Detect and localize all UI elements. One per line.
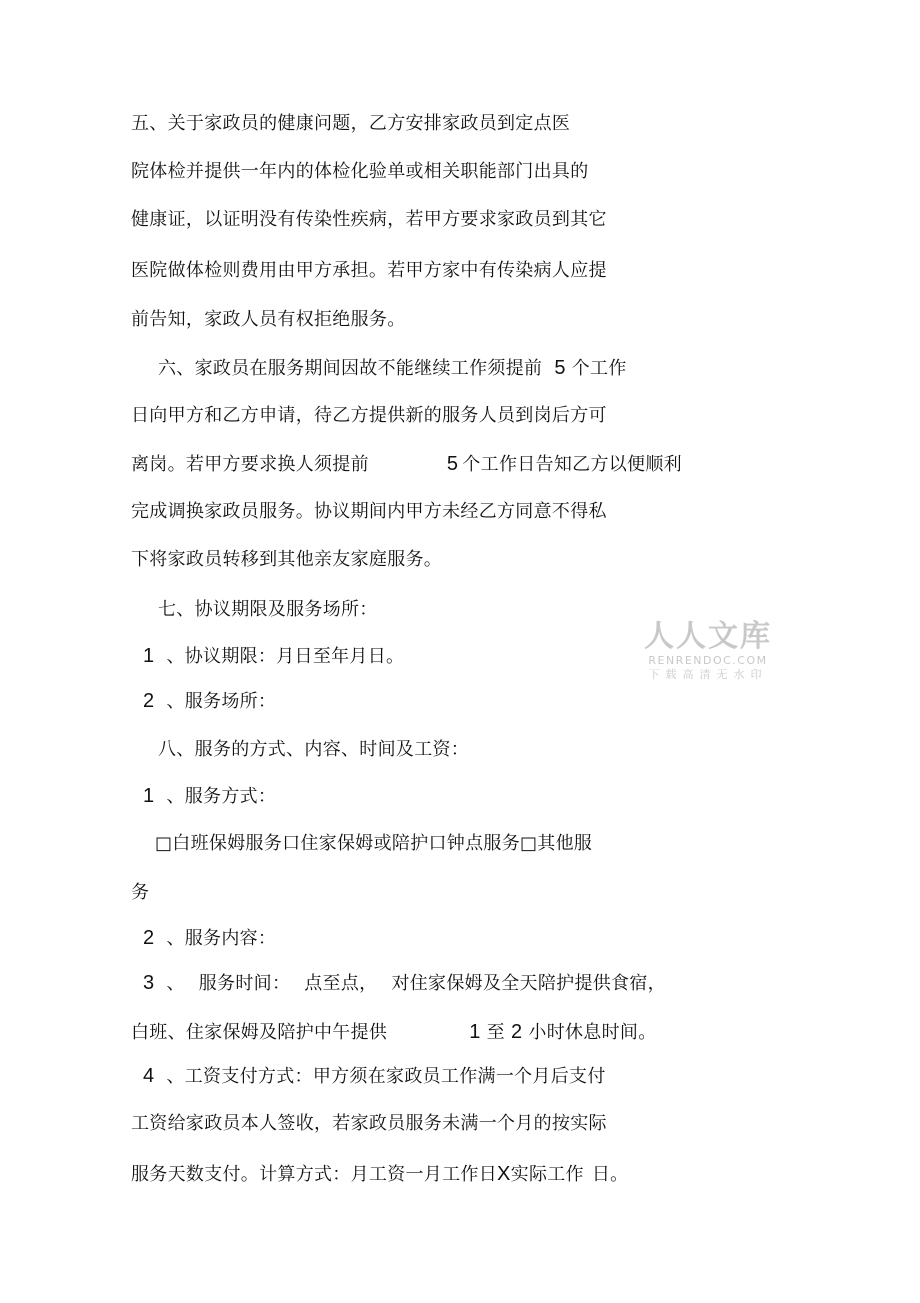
text-segment: 、服务内容： <box>166 928 277 949</box>
number-value: 2 <box>510 1021 523 1043</box>
rest-time-line <box>131 1020 657 1045</box>
section-8-item-3 <box>143 971 666 996</box>
section-8-item-2 <box>143 926 276 951</box>
text-segment: 个工作 <box>571 358 627 379</box>
text-segment: 白班、住家保姆及陪护中午提供 <box>131 1022 388 1043</box>
paragraph-6-line-2: 日向甲方和乙方申请，待乙方提供新的服务人员到岗后方可 <box>131 405 607 426</box>
paragraph-5-line-1: 五、关于家政员的健康问题，乙方安排家政员到定点医 <box>131 113 571 134</box>
paragraph-5-line-5: 前告知，家政人员有权拒绝服务。 <box>131 309 406 330</box>
paragraph-5-line-3: 健康证，以证明没有传染性疾病，若甲方要求家政员到其它 <box>131 209 607 230</box>
watermark-domain: RENRENDOC.COM <box>648 654 768 667</box>
text-segment: 、服务场所： <box>166 691 277 712</box>
text-segment: 对住家保姆及全天陪护提供食宿， <box>391 973 666 994</box>
text-segment: 点至点， <box>304 973 378 994</box>
section-8-item-1 <box>143 784 276 809</box>
service-options-line: □白班保姆服务口住家保姆或陪护口钟点服务□其他服 <box>155 833 593 854</box>
number-value: 5 <box>554 357 566 379</box>
item-number: 2 <box>143 927 155 949</box>
section-7-heading: 七、协议期限及服务场所： <box>158 599 378 620</box>
number-value: 5 <box>446 453 459 475</box>
text-segment: 服务天数支付。计算方式：月工资一月工作日 <box>131 1164 497 1185</box>
text-segment: 小时休息时间。 <box>528 1022 657 1043</box>
item-number: 1 <box>143 645 155 667</box>
section-8-heading: 八、服务的方式、内容、时间及工资： <box>158 739 470 760</box>
text-segment: 、工资支付方式：甲方须在家政员工作满一个月后支付 <box>166 1066 606 1087</box>
payment-line-2: 工资给家政员本人签收，若家政员服务未满一个月的按实际 <box>131 1113 607 1134</box>
item-number: 3 <box>143 972 155 994</box>
text-segment: 、 <box>166 973 185 994</box>
text-segment: 、协议期限：月日至年月日。 <box>166 646 405 667</box>
text-segment: 至 <box>486 1022 505 1043</box>
payment-line-3 <box>131 1162 628 1187</box>
paragraph-6-line-5: 下将家政员转移到其他亲友家庭服务。 <box>131 549 443 570</box>
text-segment: 个工作日告知乙方以便顺利 <box>462 454 682 475</box>
text-segment: 实际工作 <box>510 1164 584 1185</box>
watermark-title: 人人文库 <box>644 619 772 654</box>
text-segment: 六、家政员在服务期间因故不能继续工作须提前 <box>158 358 543 379</box>
service-options-line-2: 务 <box>131 882 150 903</box>
paragraph-5-line-4: 医院做体检则费用由甲方承担。若甲方家中有传染病人应提 <box>131 260 607 281</box>
text-segment: 服务时间： <box>198 973 291 994</box>
watermark <box>643 620 773 682</box>
watermark-subtitle: 下载高清无水印 <box>648 668 768 681</box>
section-7-item-1 <box>143 644 404 669</box>
item-number: 2 <box>143 690 155 712</box>
multiply-sign: X <box>497 1163 511 1185</box>
paragraph-6-line-4: 完成调换家政员服务。协议期间内甲方未经乙方同意不得私 <box>131 501 607 522</box>
section-7-item-2 <box>143 689 276 714</box>
item-number: 4 <box>143 1065 155 1087</box>
item-number: 1 <box>143 785 155 807</box>
section-8-item-4 <box>143 1064 606 1089</box>
text-segment: 离岗。若甲方要求换人须提前 <box>131 454 369 475</box>
paragraph-6-line-1 <box>158 356 627 381</box>
text-segment: 日。 <box>591 1164 629 1185</box>
paragraph-5-line-2: 院体检并提供一年内的体检化验单或相关职能部门出具的 <box>131 161 589 182</box>
text-segment: 、服务方式： <box>166 786 277 807</box>
number-value: 1 <box>469 1021 481 1043</box>
paragraph-6-line-3 <box>131 452 682 477</box>
